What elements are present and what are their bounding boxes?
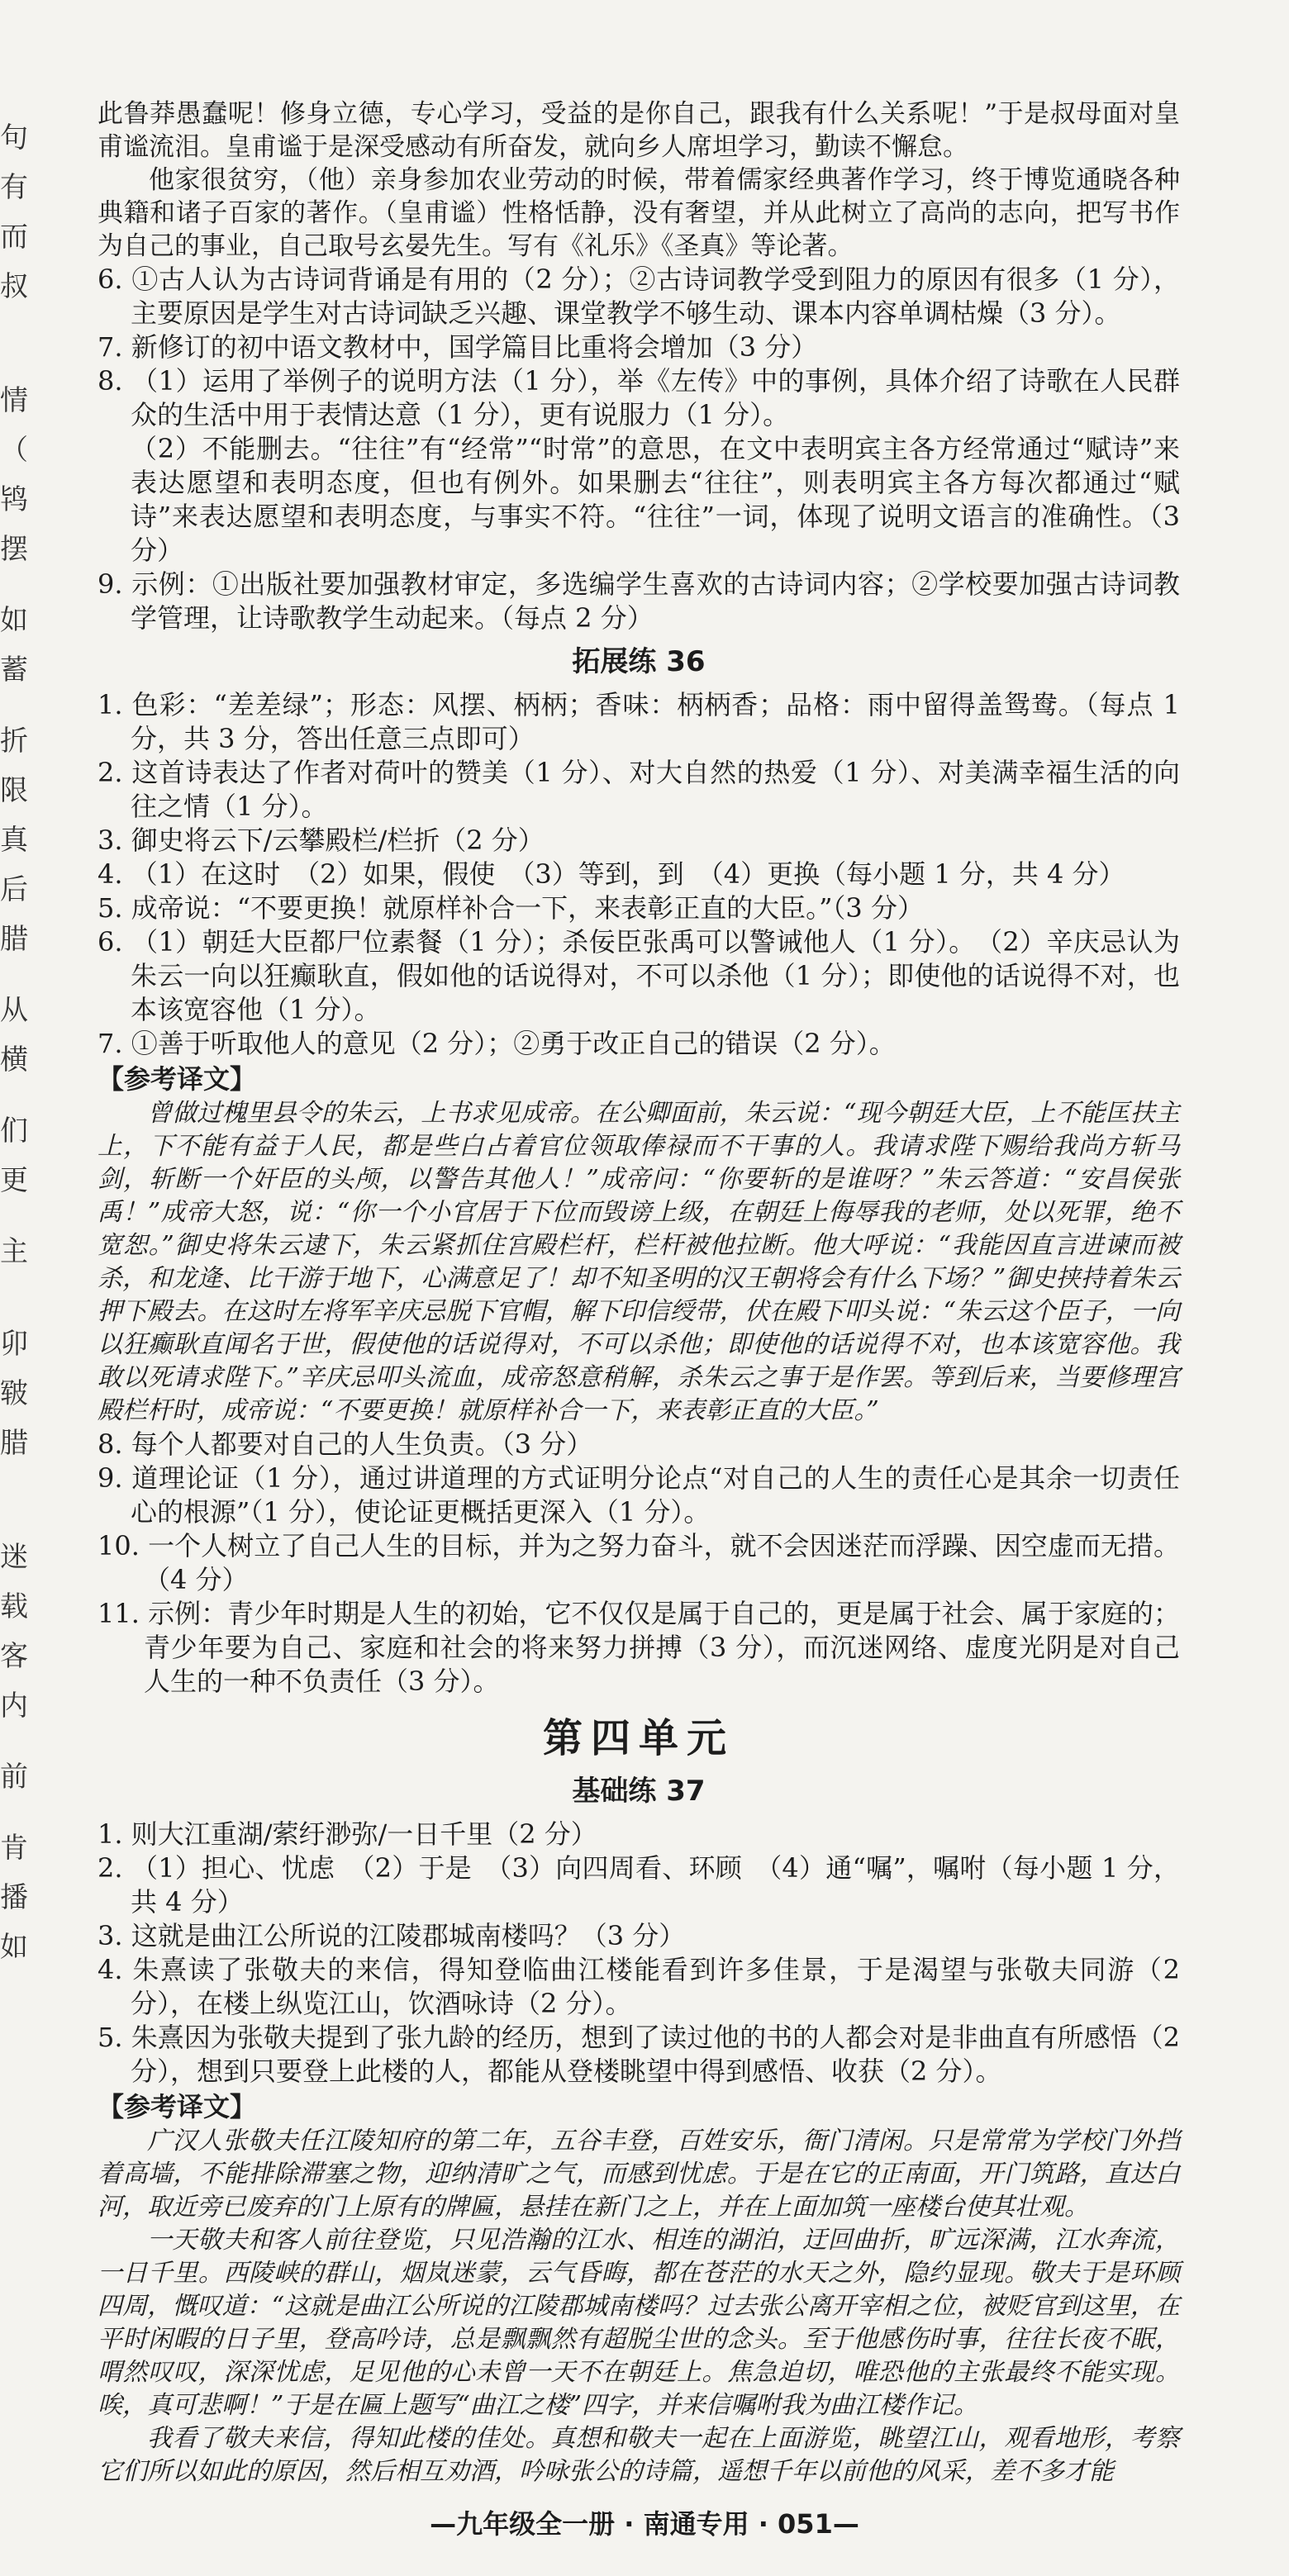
unit-title: 第四单元 bbox=[542, 1715, 735, 1761]
question-item: 11. 示例：青少年时期是人生的初始，它不仅仅是属于自己的，更是属于社会、属于家庭的；青少年要为自己、家庭和社会的将来努力拼搏（3 分），而沉迷网络、虚度光阴是对自己人生的一种不负责任（3 分）。 bbox=[98, 1598, 1180, 1697]
margin-glyph: 客 bbox=[0, 1640, 28, 1673]
margin-glyph: 内 bbox=[0, 1690, 28, 1723]
question-item: 6. ①古人认为古诗词背诵是有用的（2 分）；②古诗词教学受到阻力的原因有很多（1 分），主要原因是学生对古诗词缺乏兴趣、课堂教学不够生动、课本内容单调枯燥（3 分）。 bbox=[98, 264, 1180, 329]
question-item: 8. （1）运用了举例子的说明方法（1 分），举《左传》中的事例，具体介绍了诗歌在人民群众的生活中用于表情达意（1 分），更有说服力（1 分）。 bbox=[98, 365, 1180, 430]
question-item: 3. 御史将云下/云攀殿栏/栏折（2 分） bbox=[98, 825, 545, 856]
section-title: 拓展练 36 bbox=[572, 645, 706, 678]
question-item: 7. ①善于听取他人的意见（2 分）；②勇于改正自己的错误（2 分）。 bbox=[98, 1028, 896, 1059]
answer-page bbox=[98, 97, 1180, 2488]
margin-glyph: （ bbox=[0, 434, 28, 467]
margin-glyph: 迷 bbox=[0, 1541, 28, 1574]
margin-glyph: 摆 bbox=[0, 533, 28, 566]
margin-glyph: 皲 bbox=[0, 1377, 28, 1410]
question-8-sub-2: （2）不能删去。“往往”有“经常”“时常”的意思，在文中表明宾主各方经常通过“赋诗”来表达愿望和表明态度，但也有例外。如果删去“往往”，则表明宾主各方每次都通过“赋诗”来表达愿望和表明态度，与事实不符。“往往”一词，体现了说明文语言的准确性。（3 分） bbox=[131, 433, 1180, 566]
margin-glyph: 限 bbox=[0, 774, 28, 807]
reference-translation: 我看了敬夫来信，得知此楼的佳处。真想和敬夫一起在上面游览，眺望江山，观看地形，考察它们所以如此的原因，然后相互劝酒，吟咏张公的诗篇，遥想千年以前他的风采，差不多才能 bbox=[98, 2424, 1180, 2486]
margin-glyph: 如 bbox=[0, 1931, 28, 1964]
question-item: 3. 这就是曲江公所说的江陵郡城南楼吗？（3 分） bbox=[98, 1920, 686, 1951]
reference-translation: 一天敬夫和客人前往登览，只见浩瀚的江水、相连的湖泊，迂回曲折，旷远深满，江水奔流，一日千里。西陵峡的群山，烟岚迷蒙，云气昏晦，都在苍茫的水天之外，隐约显现。敬夫于是环顾四周，慨叹道：“这就是曲江公所说的江陵郡城南楼吗？过去张公离开宰相之位，被贬官到这里，在平时闲暇的日子里，登高吟诗，总是飘飘然有超脱尘世的念头。至于他感伤时事，往往长夜不眠，喟然叹叹，深深忧虑，足见他的心未曾一天不在朝廷上。焦急迫切，唯恐他的主张最终不能实现。唉，真可悲啊！”于是在匾上题写“曲江之楼”四字，并来信嘱咐我为曲江楼作记。 bbox=[98, 2226, 1180, 2420]
margin-glyph: 鸨 bbox=[0, 483, 28, 516]
question-item: 10. 一个人树立了自己人生的目标，并为之努力奋斗，就不会因迷茫而浮躁、因空虚而无措。（4 分） bbox=[98, 1530, 1180, 1595]
margin-glyph: 卯 bbox=[0, 1328, 28, 1361]
margin-glyph: 前 bbox=[0, 1761, 28, 1794]
question-item: 2. （1）担心、忧虑 （2）于是 （3）向四周看、环顾 （4）通“嘱”，嘱咐（每小题 1 分，共 4 分） bbox=[98, 1852, 1180, 1918]
margin-glyph: 蓄 bbox=[0, 654, 28, 687]
reference-translation: 广汉人张敬夫任江陵知府的第二年，五谷丰登，百姓安乐，衙门清闲。只是常常为学校门外挡着高墙，不能排除滞塞之物，迎纳清旷之气，而感到忧虑。于是在它的正南面，开门筑路，直达白河，取近旁已废弃的门上原有的牌匾，悬挂在新门之上，并在上面加筑一座楼台使其壮观。 bbox=[98, 2127, 1180, 2222]
paragraph: 此鲁莽愚蠢呢！修身立德，专心学习，受益的是你自己，跟我有什么关系呢！”于是叔母面对皇甫谧流泪。皇甫谧于是深受感动有所奋发，就向乡人席坦学习，勤读不懈怠。 bbox=[98, 99, 1181, 162]
margin-glyph: 从 bbox=[0, 994, 28, 1027]
question-item: 4. 朱熹读了张敬夫的来信，得知登临曲江楼能看到许多佳景，于是渴望与张敬夫同游（2 分），在楼上纵览江山，饮酒咏诗（2 分）。 bbox=[98, 1954, 1180, 2019]
margin-glyph: 叔 bbox=[0, 270, 28, 303]
margin-glyph: 腊 bbox=[0, 1427, 28, 1460]
margin-glyph: 句 bbox=[0, 121, 28, 154]
margin-glyph: 更 bbox=[0, 1164, 28, 1197]
margin-glyph: 肯 bbox=[0, 1832, 28, 1865]
margin-glyph: 主 bbox=[0, 1235, 28, 1268]
margin-glyph: 载 bbox=[0, 1590, 28, 1623]
margin-glyph: 们 bbox=[0, 1115, 28, 1148]
question-item: 5. 朱熹因为张敬夫提到了张九龄的经历，想到了读过他的书的人都会对是非曲直有所感悟（2 分），想到只要登上此楼的人，都能从登楼眺望中得到感悟、收获（2 分）。 bbox=[98, 2022, 1180, 2087]
question-item: 2. 这首诗表达了作者对荷叶的赞美（1 分）、对大自然的热爱（1 分）、对美满幸福生活的向往之情（1 分）。 bbox=[98, 757, 1180, 822]
paragraph: 他家很贫穷，（他）亲身参加农业劳动的时候，带着儒家经典著作学习，终于博览通晓各种典籍和诸子百家的著作。（皇甫谧）性格恬静，没有奢望，并从此树立了高尚的志向，把写书作为自己的事业，自己取号玄晏先生。写有《礼乐》《圣真》等论著。 bbox=[98, 165, 1180, 261]
section-title: 基础练 37 bbox=[572, 1775, 706, 1808]
margin-glyph: 如 bbox=[0, 604, 28, 637]
page-footer: —九年级全一册 · 南通专用 · 051— bbox=[430, 2508, 859, 2540]
margin-glyph: 而 bbox=[0, 221, 28, 254]
margin-glyph: 情 bbox=[0, 384, 28, 417]
question-item: 1. 则大江重湖/萦纡渺弥/一日千里（2 分） bbox=[98, 1818, 597, 1850]
reference-translation-heading: 【参考译文】 bbox=[98, 1063, 257, 1095]
question-item: 7. 新修订的初中语文教材中，国学篇目比重将会增加（3 分） bbox=[98, 331, 818, 363]
question-item: 5. 成帝说：“不要更换！就原样补合一下，来表彰正直的大臣。”（3 分） bbox=[98, 892, 924, 924]
question-item: 1. 色彩：“差差绿”；形态：风摆、柄柄；香味：柄柄香；品格：雨中留得盖鸳鸯。（每点 1 分，共 3 分，答出任意三点即可） bbox=[98, 689, 1180, 754]
margin-glyph: 有 bbox=[0, 171, 28, 204]
margin-glyph: 播 bbox=[0, 1881, 28, 1914]
left-margin-bleed bbox=[0, 121, 28, 1983]
margin-glyph: 横 bbox=[0, 1043, 28, 1077]
reference-translation: 曾做过槐里县令的朱云，上书求见成帝。在公卿面前，朱云说：“现今朝廷大臣，上不能匡扶主上，下不能有益于人民，都是些白占着官位领取俸禄而不干事的人。我请求陛下赐给我尚方斩马剑，斩断一个奸臣的头颅，以警告其他人！”成帝问：“你要斩的是谁呀？”朱云答道：“安昌侯张禹！”成帝大怒，说：“你一个小官居于下位而毁谤上级，在朝廷上侮辱我的老师，处以死罪，绝不宽恕。”御史将朱云逮下，朱云紧抓住宫殿栏杆，栏杆被他拉断。他大呼说：“我能因直言进谏而被杀，和龙逄、比干游于地下，心满意足了！却不知圣明的汉王朝将会有什么下场？”御史挟持着朱云押下殿去。在这时左将军辛庆忌脱下官帽，解下印信绶带，伏在殿下叩头说：“朱云这个臣子，一向以狂癫耿直闻名于世，假使他的话说得对，不可以杀他；即使他的话说得不对，也本该宽容他。我敢以死请求陛下。”辛庆忌叩头流血，成帝怒意稍解，杀朱云之事于是作罢。等到后来，当要修理宫殿栏杆时，成帝说：“不要更换！就原样补合一下，来表彰正直的大臣。” bbox=[98, 1099, 1180, 1425]
margin-glyph: 折 bbox=[0, 725, 28, 758]
reference-translation-heading: 【参考译文】 bbox=[98, 2091, 257, 2122]
question-item: 9. 道理论证（1 分），通过讲道理的方式证明分论点“对自己的人生的责任心是其余一切责任心的根源”（1 分），使论证更概括更深入（1 分）。 bbox=[98, 1462, 1180, 1528]
margin-glyph: 真 bbox=[0, 824, 28, 857]
question-item: 9. 示例：①出版社要加强教材审定，多选编学生喜欢的古诗词内容；②学校要加强古诗词教学管理，让诗歌教学生动起来。（每点 2 分） bbox=[98, 568, 1180, 634]
margin-glyph: 后 bbox=[0, 873, 28, 906]
question-item: 6. （1）朝廷大臣都尸位素餐（1 分）；杀佞臣张禹可以警诫他人（1 分）。 （2）辛庆忌认为朱云一向以狂癫耿直，假如他的话说得对，不可以杀他（1 分）；即使他的话说得不对，也本该宽容他（1 分）。 bbox=[98, 926, 1180, 1025]
question-item: 4. （1）在这时 （2）如果，假使 （3）等到，到 （4）更换（每小题 1 分，共 4 分） bbox=[98, 858, 1125, 890]
question-item: 8. 每个人都要对自己的人生负责。（3 分） bbox=[98, 1428, 593, 1460]
margin-glyph: 腊 bbox=[0, 923, 28, 956]
